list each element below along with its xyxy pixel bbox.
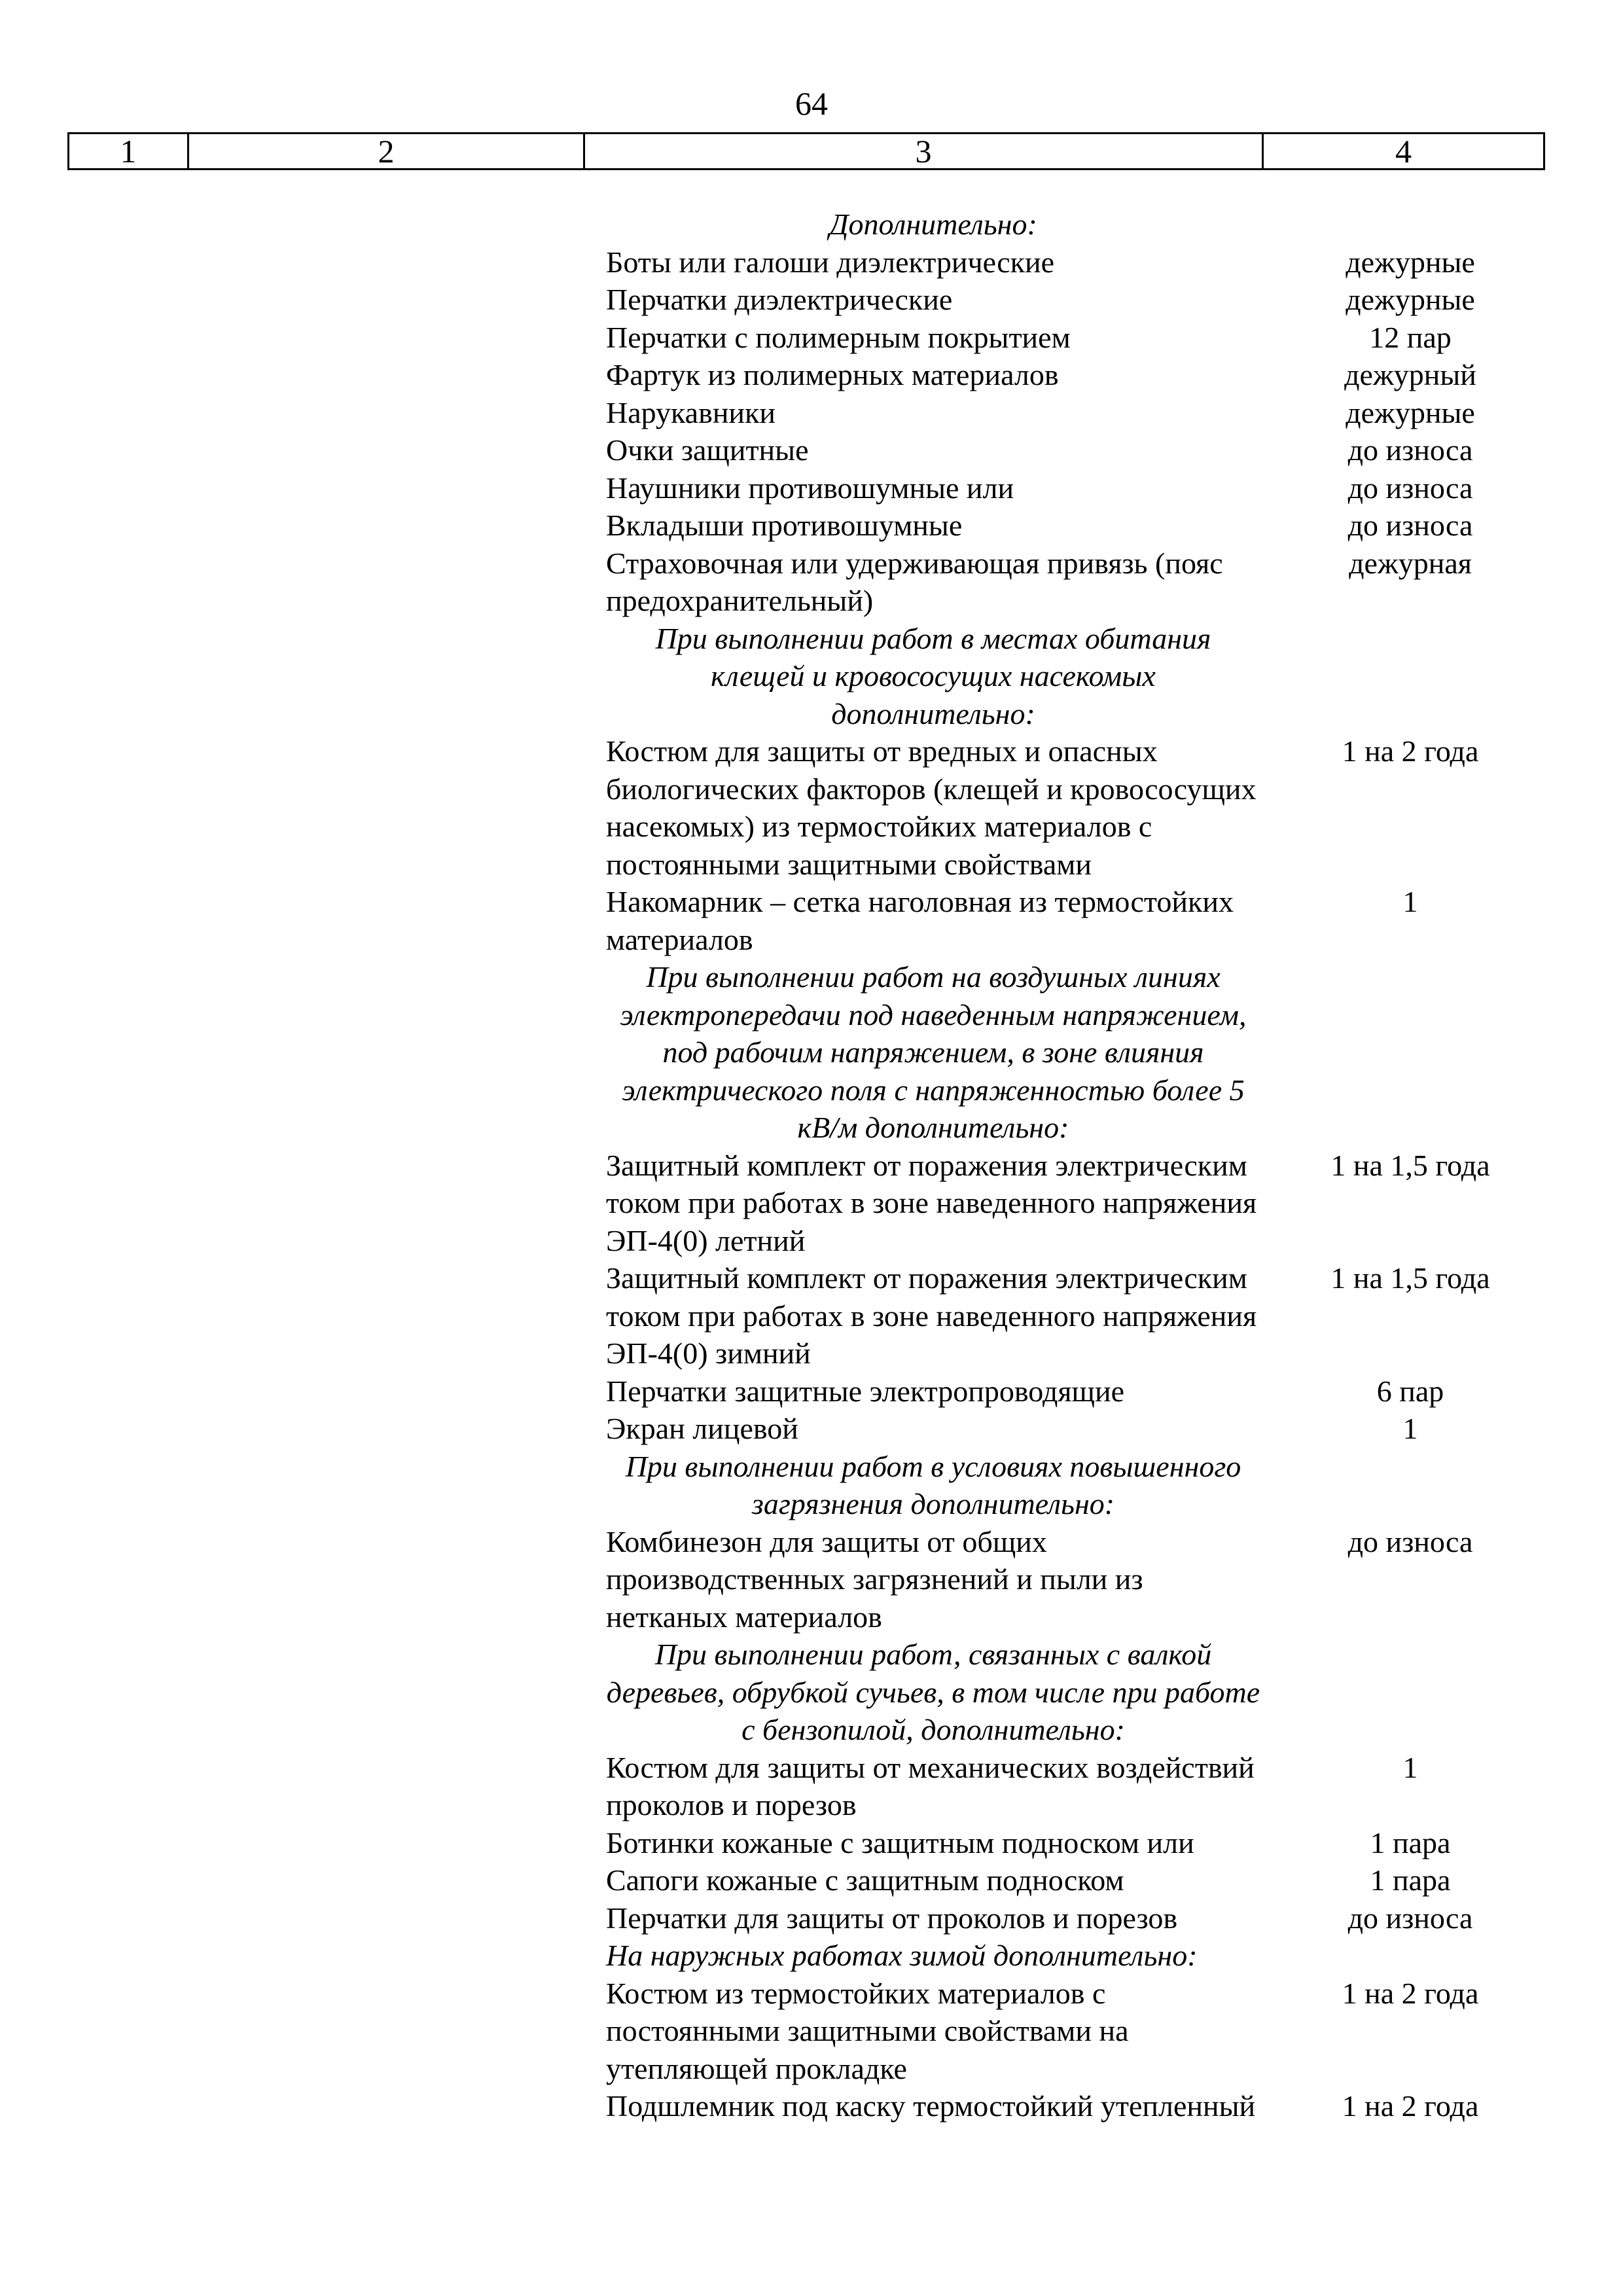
ppe-item-norm: 12 пар	[1369, 320, 1452, 354]
column-number-header	[67, 132, 1545, 170]
ppe-item-norm: 1	[1402, 885, 1418, 918]
ppe-item-row	[0, 1523, 1623, 1636]
ppe-item-name: Экран лицевой	[606, 1412, 798, 1445]
ppe-item-name: Костюм для защиты от механических воздействий проколов и порезов	[606, 1750, 1255, 1821]
ppe-item-name: Перчатки для защиты от проколов и порезов	[606, 1901, 1178, 1935]
ppe-item-row	[0, 545, 1623, 620]
ppe-item-norm: 6 пар	[1376, 1374, 1444, 1408]
ppe-item-norm: дежурные	[1346, 395, 1475, 429]
ppe-item-name: Ботинки кожаные с защитным подноском или	[606, 1825, 1194, 1859]
ppe-item-name: Комбинезон для защиты от общих производственных загрязнений и пыли из нетканых материалов	[606, 1524, 1143, 1634]
ppe-item-row	[0, 356, 1623, 394]
ppe-item-row	[0, 319, 1623, 357]
section-heading: При выполнении работ на воздушных линиях электропередачи под наведенным напряжением, под рабочим напряжением, в зоне влияния электрического поля с напряженностью более 5 кВ/м дополнительно:	[620, 960, 1247, 1144]
section-heading: При выполнении работ в условиях повышенного загрязнения дополнительно:	[625, 1449, 1241, 1520]
ppe-item-norm: до износа	[1347, 1524, 1473, 1558]
ppe-item-name: Наушники противошумные или	[606, 471, 1014, 505]
ppe-item-name: Сапоги кожаные с защитным подноском	[606, 1863, 1124, 1897]
ppe-item-norm: до износа	[1347, 433, 1473, 467]
ppe-item-norm: дежурные	[1346, 245, 1475, 279]
ppe-item-name: Накомарник – сетка наголовная из термостойких материалов	[606, 885, 1234, 956]
ppe-item-name: Боты или галоши диэлектрические	[606, 245, 1055, 279]
ppe-item-row	[0, 2087, 1623, 2125]
section-heading: При выполнении работ в местах обитания клещей и кровососущих насекомых дополнительно:	[655, 621, 1211, 730]
column-number-cell: 2	[188, 134, 584, 170]
ppe-item-norm: 1 на 2 года	[1342, 734, 1479, 768]
ppe-item-row	[0, 732, 1623, 883]
ppe-item-row	[0, 1372, 1623, 1410]
ppe-item-norm: до износа	[1347, 1901, 1473, 1935]
ppe-item-name: Страховочная или удерживающая привязь (пояс предохранительный)	[606, 546, 1223, 617]
ppe-item-norm: 1 на 1,5 года	[1330, 1261, 1490, 1295]
ppe-item-norm: 1 на 2 года	[1342, 1976, 1479, 2010]
ppe-item-row	[0, 883, 1623, 958]
ppe-item-row	[0, 469, 1623, 507]
ppe-item-row	[0, 394, 1623, 432]
ppe-item-name: Подшлемник под каску термостойкий утепленный	[606, 2089, 1256, 2123]
ppe-item-norm: дежурный	[1344, 358, 1476, 391]
ppe-item-norm: 1	[1402, 1412, 1418, 1445]
ppe-item-row	[0, 1861, 1623, 1899]
section-heading: При выполнении работ, связанных с валкой деревьев, обрубкой сучьев, в том числе при работе с бензопилой, дополнительно:	[606, 1638, 1260, 1746]
ppe-item-row	[0, 1259, 1623, 1372]
section-heading: На наружных работах зимой дополнительно:	[606, 1939, 1198, 1972]
ppe-item-name: Очки защитные	[606, 433, 809, 467]
ppe-item-norm: 1 пара	[1370, 1863, 1451, 1897]
ppe-item-name: Фартук из полимерных материалов	[606, 358, 1059, 391]
ppe-item-name: Защитный комплект от поражения электрическим током при работах в зоне наведенного напряжения ЭП-4(0) летний	[606, 1148, 1257, 1257]
ppe-item-name: Защитный комплект от поражения электрическим током при работах в зоне наведенного напряжения ЭП-4(0) зимний	[606, 1261, 1257, 1370]
column-number-cell: 3	[584, 134, 1263, 170]
ppe-item-row	[0, 1147, 1623, 1260]
ppe-item-norm: до износа	[1347, 509, 1473, 542]
ppe-item-name: Перчатки с полимерным покрытием	[606, 320, 1071, 354]
ppe-item-row	[0, 431, 1623, 469]
ppe-item-norm: до износа	[1347, 471, 1473, 505]
ppe-item-name: Перчатки диэлектрические	[606, 283, 953, 316]
ppe-item-row	[0, 1749, 1623, 1824]
ppe-item-norm: дежурная	[1349, 546, 1472, 580]
ppe-item-name: Костюм из термостойких материалов с постоянными защитными свойствами на утепляющей прокладке	[606, 1976, 1129, 2085]
section-heading: Дополнительно:	[829, 207, 1037, 241]
ppe-item-norm: 1 на 1,5 года	[1330, 1148, 1490, 1182]
ppe-item-norm: дежурные	[1346, 283, 1475, 316]
ppe-item-row	[0, 243, 1623, 281]
page-number: 64	[795, 85, 828, 122]
column-number-cell: 4	[1263, 134, 1544, 170]
ppe-item-row	[0, 507, 1623, 545]
ppe-item-row	[0, 281, 1623, 319]
ppe-item-norm: 1 на 2 года	[1342, 2089, 1479, 2123]
ppe-item-row	[0, 1899, 1623, 1937]
ppe-item-row	[0, 1975, 1623, 2088]
ppe-list	[0, 206, 1623, 2125]
ppe-item-norm: 1 пара	[1370, 1825, 1451, 1859]
ppe-item-norm: 1	[1402, 1750, 1418, 1784]
ppe-item-row	[0, 1410, 1623, 1448]
ppe-item-name: Перчатки защитные электропроводящие	[606, 1374, 1124, 1408]
ppe-item-name: Костюм для защиты от вредных и опасных биологических факторов (клещей и кровососущих насекомых) из термостойких материалов с постоянными защитными свойствами	[606, 734, 1257, 881]
column-number-cell: 1	[69, 134, 188, 170]
ppe-item-name: Нарукавники	[606, 395, 776, 429]
ppe-item-row	[0, 1824, 1623, 1862]
ppe-item-name: Вкладыши противошумные	[606, 509, 963, 542]
